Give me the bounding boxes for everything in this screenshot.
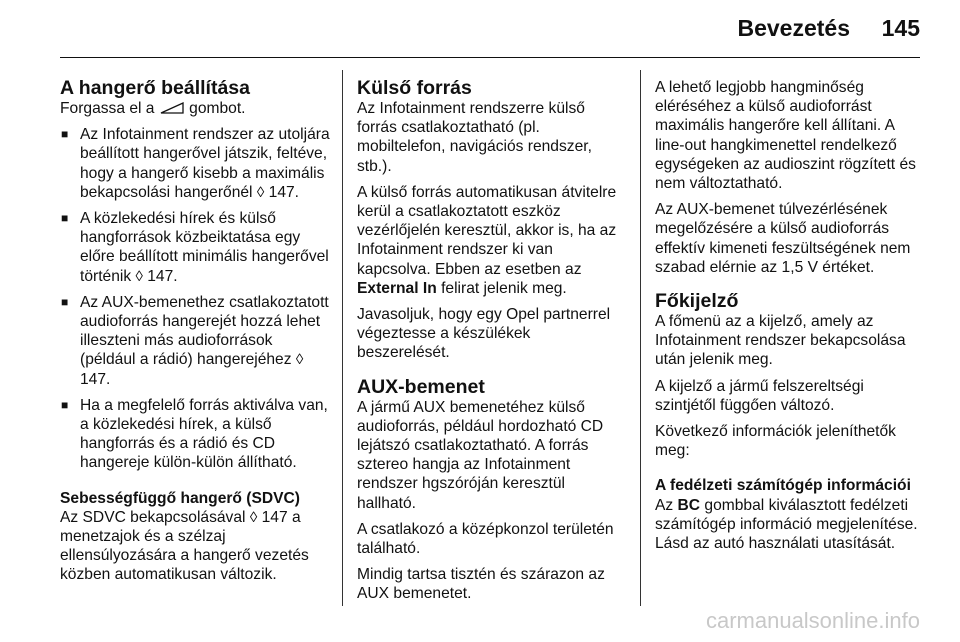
column-divider-2 (640, 70, 641, 606)
page-ref-arrow-icon: ◊ (256, 183, 265, 201)
watermark: carmanualsonline.info (705, 608, 920, 633)
page-ref-arrow-icon: ◊ (295, 351, 304, 369)
page-number: 145 (881, 15, 920, 41)
keyword-bc: BC (677, 496, 701, 514)
page-ref[interactable]: 147. (147, 267, 178, 285)
bullet-square-icon: ■ (61, 211, 69, 226)
paragraph: A csatlakozó a középkonzol területén található. (357, 520, 614, 558)
column-divider-1 (342, 70, 343, 606)
volume-bullet-list (60, 125, 332, 472)
paragraph: Javasoljuk, hogy egy Opel partnerrel végeztesse a készülékek beszerelését. (357, 306, 611, 362)
paragraph: A külső forrás automatikusan átvitelre kerül a csatlakoztatott eszköz vezérlőjelén keresztül, akkor is, ha az Infotainment rendszer ki van kapcsolva. Ebben az esetben az External In felirat jelenik meg. (357, 183, 617, 297)
paragraph: A jármű AUX bemenetéhez külső audioforrás, például hordozható CD lejátszó csatlakoztatható. A forrás sztereo hangja az Infotainment rendszer hgszóróján keresztül hallható. (357, 398, 604, 512)
page-ref[interactable]: 147. (268, 183, 299, 201)
section-title: Bevezetés (737, 15, 850, 41)
page-ref-arrow-icon: ◊ (249, 508, 258, 526)
bullet-square-icon: ■ (61, 294, 69, 309)
paragraph: A lehető legjobb hangminőség eléréséhez a külső audioforrást maximális hangerőre kell állítani. A line-out hangkimenettel rendelkező egységeken az audioszint rögzített és nem változtatható. (655, 79, 916, 193)
volume-intro: Forgassa el a gombot. (60, 100, 246, 117)
paragraph: A kijelző a jármű felszereltségi szintjétől függően változó. (655, 377, 864, 414)
column-3 (655, 78, 921, 560)
paragraph: Az AUX-bemenet túlvezérlésének megelőzésére a külső audioforrás effektív kimeneti feszültségének nem szabad elérnie az 1,5 V értéket. (655, 201, 911, 276)
heading-aux-input: AUX-bemenet (357, 375, 485, 398)
paragraph: Mindig tartsa tisztén és szárazon az AUX bemenetet. (357, 566, 605, 603)
paragraph: Az BC gombbal kiválasztott fedélzeti számítógép információ megjelenítése. Lásd az autó használati utasítását. (655, 496, 918, 553)
page-header (0, 0, 960, 60)
heading-volume: A hangerő beállítása (60, 77, 251, 99)
keyword-external-in: External In (357, 279, 437, 297)
page-ref[interactable]: 147 a (261, 508, 301, 526)
paragraph: Az Infotainment rendszerre külső forrás csatlakoztatható (pl. mobiltelefon, navigációs rendszer, stb.). (357, 100, 592, 175)
list-item: ■ Az Infotainment rendszer az utoljára beállított hangerővel játszik, feltéve, hogy a hangerő kisebb a maximális bekapcsolási hangerőnél ◊ 147. (61, 126, 330, 201)
subheading-sdvc: Sebességfüggő hangerő (SDVC) (60, 489, 300, 507)
bullet-square-icon: ■ (61, 397, 69, 412)
column-2 (357, 78, 625, 611)
bullet-square-icon: ■ (61, 127, 69, 142)
sdvc-paragraph: Az SDVC bekapcsolásával ◊ 147 a menetzajok és a szélzaj ellensúlyozására a hangerő vezetés közben automatikusan változik. (60, 508, 309, 584)
page-ref-arrow-icon: ◊ (135, 267, 143, 285)
volume-knob-icon (159, 102, 185, 114)
heading-external-source: Külső forrás (357, 77, 472, 99)
heading-main-display: Főkijelző (655, 290, 739, 313)
list-item: ■ Ha a megfelelő forrás aktiválva van, a közlekedési hírek, a külső hangforrás és a rádió és CD hangereje külön-külön állítható. (61, 396, 328, 472)
paragraph: Következő információk jeleníthetők meg: (655, 423, 896, 460)
list-item: ■ Az AUX-bemenethez csatlakoztatott audioforrás hangerejét hozzá lehet illeszteni más audioforrások (például a rádió) hangerejéhez ◊ 147. (61, 293, 329, 388)
paragraph: A főmenü az a kijelző, amely az Infotainment rendszer bekapcsolása után jelenik meg. (655, 313, 906, 369)
page-ref[interactable]: 147. (80, 370, 111, 388)
list-item: ■ A közlekedési hírek és külső hangforrások közbeiktatása egy előre beállított minimális hangerővel történik ◊ 147. (61, 210, 329, 285)
header-divider (60, 57, 920, 58)
column-1 (60, 78, 332, 592)
subheading-onboard-computer: A fedélzeti számítógép információi (655, 477, 911, 495)
